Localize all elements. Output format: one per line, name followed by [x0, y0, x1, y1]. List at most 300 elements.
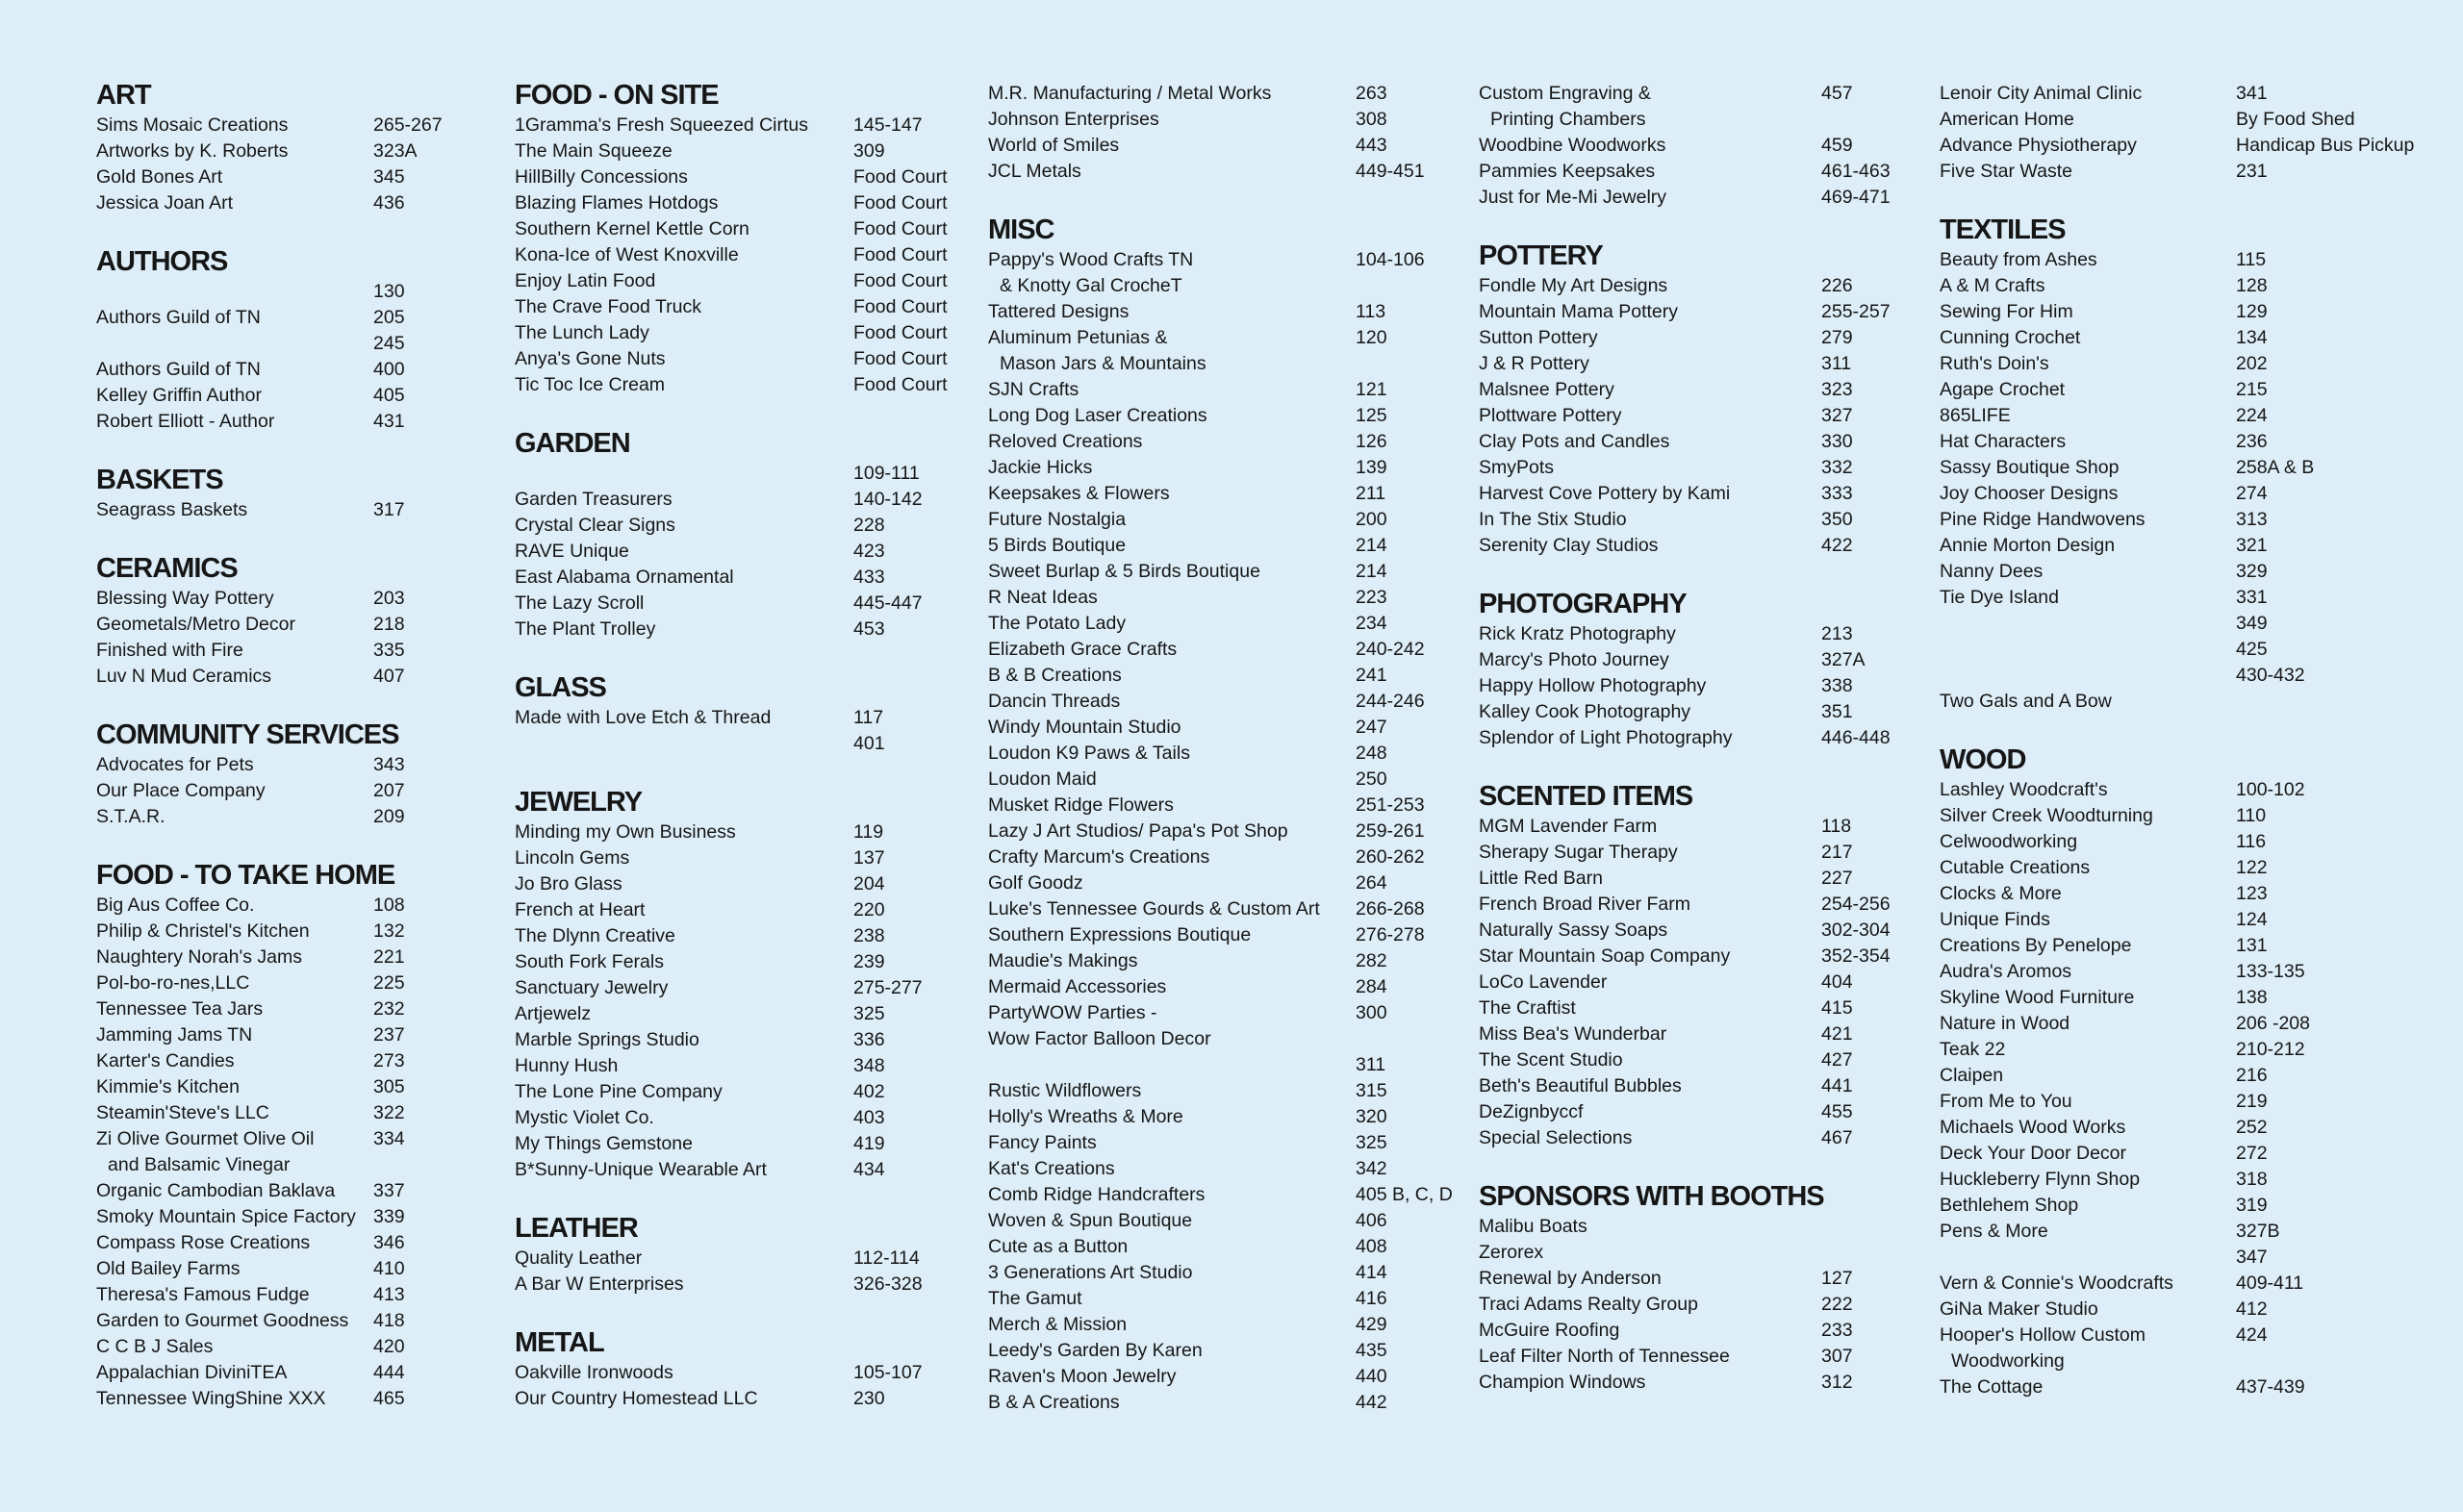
vendor-name: Two Gals and A Bow — [1940, 691, 2112, 712]
booth-number: By Food Shed — [2236, 109, 2355, 130]
booth-number: 459 — [1821, 135, 1853, 156]
booth-number: 210-212 — [2236, 1039, 2305, 1060]
vendor-name: Joy Chooser Designs — [1940, 483, 2119, 504]
vendor-name: Custom Engraving & — [1479, 83, 1651, 104]
vendor-name — [1940, 1245, 2236, 1271]
category-heading: GLASS — [515, 672, 606, 703]
vendor-name: Sassy Boutique Shop — [1940, 457, 2120, 478]
vendor-row — [988, 107, 1469, 133]
booth-number: 457 — [1821, 83, 1853, 104]
booth-number: 223 — [1356, 587, 1387, 608]
booth-number: 121 — [1356, 379, 1387, 400]
booth-number: 238 — [853, 925, 885, 946]
booth-number: 407 — [373, 666, 405, 687]
vendor-name: Deck Your Door Decor — [1940, 1143, 2127, 1164]
vendor-row — [515, 617, 957, 643]
vendor-name: Rustic Wildflowers — [988, 1080, 1142, 1101]
vendor-name: French Broad River Farm — [1479, 894, 1690, 915]
booth-number: 109-111 — [853, 463, 920, 484]
vendor-name: Star Mountain Soap Company — [1479, 945, 1731, 967]
vendor-name: Windy Mountain Studio — [988, 717, 1181, 738]
vendor-row — [96, 970, 423, 996]
vendor-name: The Lone Pine Company — [515, 1081, 723, 1102]
vendor-row — [988, 793, 1469, 819]
vendor-name: Kimmie's Kitchen — [96, 1076, 240, 1097]
vendor-name: The Dlynn Creative — [515, 925, 675, 946]
vendor-row — [515, 1386, 957, 1412]
vendor-name: Kelley Griffin Author — [96, 385, 262, 406]
vendor-row — [96, 305, 423, 331]
vendor-row — [515, 731, 957, 757]
booth-number: 323 — [1821, 379, 1853, 400]
vendor-row — [96, 164, 423, 190]
vendor-row — [1940, 559, 2440, 585]
booth-number: Food Court — [853, 166, 948, 188]
booth-number: 321 — [2236, 535, 2268, 556]
category-section — [1479, 1180, 1892, 1396]
vendor-name: Harvest Cove Pottery by Kami — [1479, 483, 1731, 504]
booth-number: 126 — [1356, 431, 1387, 452]
vendor-row — [988, 1000, 1469, 1026]
vendor-row — [988, 870, 1469, 896]
vendor-name: Sherapy Sugar Therapy — [1479, 842, 1678, 863]
booth-number: 433 — [853, 567, 885, 588]
vendor-name: Marble Springs Studio — [515, 1029, 699, 1050]
booth-number: 453 — [853, 618, 885, 640]
vendor-row — [1479, 1021, 1892, 1047]
vendor-row — [1479, 1047, 1892, 1073]
booth-number: 339 — [373, 1206, 405, 1227]
vendor-name: Loudon K9 Paws & Tails — [988, 743, 1190, 764]
booth-number: 351 — [1821, 701, 1853, 722]
vendor-row — [988, 585, 1469, 611]
vendor-row — [96, 1386, 423, 1412]
vendor-name: Nature in Wood — [1940, 1013, 2070, 1034]
booth-number — [1821, 1240, 1892, 1266]
vendor-row — [1940, 533, 2440, 559]
vendor-row — [515, 949, 957, 975]
booth-number: 137 — [853, 847, 885, 869]
vendor-name: Our Place Company — [96, 780, 266, 801]
directory-column — [515, 79, 957, 1441]
vendor-name — [988, 1052, 1356, 1078]
vendor-row — [1479, 647, 1892, 673]
vendor-name: B*Sunny-Unique Wearable Art — [515, 1159, 767, 1180]
category-section — [96, 79, 443, 216]
vendor-row — [988, 533, 1469, 559]
vendor-name: Smoky Mountain Spice Factory — [96, 1206, 356, 1227]
category-heading: COMMUNITY SERVICES — [96, 719, 399, 750]
vendor-name: Comb Ridge Handcrafters — [988, 1184, 1206, 1205]
vendor-row — [1940, 1245, 2440, 1271]
vendor-row — [515, 565, 957, 591]
booth-number: 401 — [853, 733, 885, 754]
category-heading: AUTHORS — [96, 246, 228, 277]
booth-number: 327B — [2236, 1221, 2280, 1242]
vendor-name — [1940, 637, 2236, 663]
vendor-row — [96, 1334, 423, 1360]
booth-number: 239 — [853, 951, 885, 972]
vendor-row — [515, 1360, 957, 1386]
vendor-row — [1940, 1374, 2440, 1400]
vendor-row — [1479, 1318, 1892, 1344]
vendor-name: Tattered Designs — [988, 301, 1130, 322]
vendor-row — [96, 1022, 423, 1048]
booth-number: 311 — [1821, 353, 1852, 374]
vendor-name: Kalley Cook Photography — [1479, 701, 1691, 722]
booth-number: 343 — [373, 754, 405, 775]
booth-number: Food Court — [853, 348, 948, 369]
category-section — [96, 859, 423, 1412]
vendor-row — [1940, 377, 2440, 403]
booth-number: 337 — [373, 1180, 405, 1201]
vendor-row — [1479, 840, 1892, 866]
booth-number: 346 — [373, 1232, 405, 1253]
vendor-name: Holly's Wreaths & More — [988, 1106, 1183, 1127]
vendor-row — [1479, 970, 1892, 995]
vendor-name: Seagrass Baskets — [96, 499, 248, 520]
vendor-row — [1479, 1125, 1892, 1151]
vendor-row — [988, 819, 1469, 844]
vendor-name: The Main Squeeze — [515, 140, 673, 162]
vendor-name — [515, 731, 853, 757]
vendor-name: Leedy's Garden By Karen — [988, 1340, 1203, 1361]
booth-number: 414 — [1356, 1262, 1387, 1283]
booth-number: 123 — [2236, 883, 2268, 904]
vendor-row — [1479, 1214, 1892, 1240]
vendor-row — [1479, 1073, 1892, 1099]
booth-number: 348 — [853, 1055, 885, 1076]
category-section — [1940, 81, 2440, 185]
vendor-name: Blazing Flames Hotdogs — [515, 192, 719, 214]
vendor-name: Clay Pots and Candles — [1479, 431, 1670, 452]
booth-number: 313 — [2236, 509, 2268, 530]
vendor-name: The Gamut — [988, 1288, 1082, 1309]
booth-number: 221 — [373, 946, 405, 968]
booth-number: 250 — [1356, 769, 1387, 790]
vendor-name: Loudon Maid — [988, 769, 1097, 790]
vendor-name: Champion Windows — [1479, 1372, 1646, 1393]
vendor-name: LoCo Lavender — [1479, 971, 1608, 993]
vendor-row — [988, 481, 1469, 507]
category-section — [1479, 81, 1892, 211]
vendor-row — [988, 247, 1469, 273]
booth-number: 115 — [2236, 249, 2267, 270]
vendor-name: Geometals/Metro Decor — [96, 614, 295, 635]
booth-number: 122 — [2236, 857, 2268, 878]
vendor-row — [96, 893, 423, 919]
vendor-row — [515, 294, 957, 320]
booth-number: 215 — [2236, 379, 2268, 400]
vendor-name: Pens & More — [1940, 1221, 2048, 1242]
category-section — [988, 81, 1469, 185]
vendor-name: HillBilly Concessions — [515, 166, 688, 188]
booth-number: 323A — [373, 140, 418, 162]
vendor-name: Golf Goodz — [988, 872, 1083, 894]
vendor-name: Karter's Candies — [96, 1050, 235, 1071]
vendor-name: Fancy Paints — [988, 1132, 1097, 1153]
booth-number: 341 — [2236, 83, 2268, 104]
vendor-row — [1479, 533, 1892, 559]
booth-number: 200 — [1356, 509, 1387, 530]
vendor-row — [96, 1126, 423, 1152]
vendor-name: Organic Cambodian Baklava — [96, 1180, 336, 1201]
booth-number: 248 — [1356, 743, 1387, 764]
vendor-name: SJN Crafts — [988, 379, 1079, 400]
vendor-row — [96, 1152, 423, 1178]
vendor-row — [988, 1156, 1469, 1182]
booth-number: Food Court — [853, 374, 948, 395]
booth-number: 276-278 — [1356, 924, 1425, 945]
category-heading: TEXTILES — [1940, 214, 2066, 245]
vendor-row — [1940, 1141, 2440, 1167]
vendor-row — [988, 159, 1469, 185]
vendor-name: A & M Crafts — [1940, 275, 2045, 296]
vendor-name: Woodworking — [1951, 1350, 2065, 1372]
vendor-name: Pammies Keepsakes — [1479, 161, 1656, 182]
vendor-row — [1940, 1297, 2440, 1323]
vendor-name: RAVE Unique — [515, 541, 629, 562]
booth-number: 436 — [373, 192, 405, 214]
vendor-row — [515, 1157, 957, 1183]
vendor-row — [96, 383, 423, 409]
booth-number: 130 — [373, 281, 405, 302]
booth-number: 422 — [1821, 535, 1853, 556]
vendor-row — [1940, 959, 2440, 985]
vendor-row — [96, 586, 423, 612]
vendor-name: The Crave Food Truck — [515, 296, 701, 317]
vendor-name: Zi Olive Gourmet Olive Oil — [96, 1128, 315, 1149]
vendor-name: The Scent Studio — [1479, 1049, 1623, 1071]
booth-number: 254-256 — [1821, 894, 1891, 915]
booth-number — [2236, 689, 2440, 715]
booth-number: 214 — [1356, 535, 1387, 556]
vendor-row — [988, 896, 1469, 922]
vendor-name: Quality Leather — [515, 1247, 643, 1269]
vendor-row — [1479, 507, 1892, 533]
vendor-name: Philip & Christel's Kitchen — [96, 920, 310, 942]
booth-number: 315 — [1356, 1080, 1387, 1101]
vendor-name: R Neat Ideas — [988, 587, 1098, 608]
booth-number: 434 — [853, 1159, 885, 1180]
vendor-name: 3 Generations Art Studio — [988, 1262, 1193, 1283]
vendor-name: The Plant Trolley — [515, 618, 656, 640]
booth-number: 105-107 — [853, 1362, 923, 1383]
booth-number: 138 — [2236, 987, 2268, 1008]
booth-number: 205 — [373, 307, 405, 328]
vendor-row — [1940, 325, 2440, 351]
booth-number — [1356, 1026, 1469, 1052]
vendor-name: Teak 22 — [1940, 1039, 2006, 1060]
booth-number: 214 — [1356, 561, 1387, 582]
vendor-name: B & B Creations — [988, 665, 1122, 686]
vendor-name: Blessing Way Pottery — [96, 588, 274, 609]
booth-number: 234 — [1356, 613, 1387, 634]
booth-number: 203 — [373, 588, 405, 609]
vendor-name: Jackie Hicks — [988, 457, 1093, 478]
vendor-name: French at Heart — [515, 899, 646, 920]
vendor-row — [1479, 673, 1892, 699]
vendor-row — [988, 663, 1469, 689]
vendor-row — [1940, 403, 2440, 429]
vendor-name: Aluminum Petunias & — [988, 327, 1168, 348]
vendor-name: Artjewelz — [515, 1003, 592, 1024]
vendor-row — [1479, 273, 1892, 299]
booth-number: 265-267 — [373, 114, 443, 136]
booth-number — [2247, 1348, 2440, 1374]
vendor-row — [515, 164, 957, 190]
vendor-name: JCL Metals — [988, 161, 1081, 182]
vendor-row — [988, 1286, 1469, 1312]
category-heading: JEWELRY — [515, 787, 643, 818]
booth-number: 231 — [2236, 161, 2268, 182]
booth-number: 455 — [1821, 1101, 1853, 1122]
vendor-name — [1940, 663, 2236, 689]
booth-number: 413 — [373, 1284, 405, 1305]
vendor-row — [515, 268, 957, 294]
vendor-row — [988, 1130, 1469, 1156]
vendor-row — [1479, 1266, 1892, 1292]
booth-number: 441 — [1821, 1075, 1853, 1096]
vendor-row — [988, 299, 1469, 325]
vendor-row — [988, 741, 1469, 767]
category-section — [96, 464, 423, 523]
vendor-row — [515, 1027, 957, 1053]
booth-number: Food Court — [853, 270, 948, 291]
vendor-row — [988, 133, 1469, 159]
vendor-row — [515, 513, 957, 539]
vendor-row — [515, 139, 957, 164]
directory-column — [1479, 81, 1892, 1424]
category-heading: LEATHER — [515, 1213, 638, 1244]
booth-number: 308 — [1356, 109, 1387, 130]
vendor-name: Gold Bones Art — [96, 166, 223, 188]
booth-number: 331 — [2236, 587, 2268, 608]
vendor-row — [1940, 1271, 2440, 1297]
vendor-row — [1940, 1115, 2440, 1141]
vendor-name: Lazy J Art Studios/ Papa's Pot Shop — [988, 820, 1288, 842]
booth-number: 322 — [373, 1102, 405, 1123]
vendor-row — [988, 844, 1469, 870]
booth-number: 449-451 — [1356, 161, 1425, 182]
booth-number: 423 — [853, 541, 885, 562]
booth-number: 400 — [373, 359, 405, 380]
vendor-name: Compass Rose Creations — [96, 1232, 311, 1253]
vendor-row — [515, 190, 957, 216]
category-section — [515, 427, 957, 643]
vendor-name: Mountain Mama Pottery — [1479, 301, 1679, 322]
vendor-name: Artworks by K. Roberts — [96, 140, 289, 162]
booth-number: 410 — [373, 1258, 405, 1279]
vendor-name: Pappy's Wood Crafts TN — [988, 249, 1194, 270]
vendor-row — [1479, 725, 1892, 751]
booth-number: 445-447 — [853, 592, 923, 614]
vendor-name: Fondle My Art Designs — [1479, 275, 1668, 296]
vendor-row — [96, 1048, 423, 1074]
vendor-row — [988, 1078, 1469, 1104]
vendor-row — [1940, 611, 2440, 637]
vendor-row — [988, 1338, 1469, 1364]
booth-number: 305 — [373, 1076, 405, 1097]
vendor-name: Hooper's Hollow Custom — [1940, 1324, 2146, 1346]
vendor-name: Pine Ridge Handwovens — [1940, 509, 2146, 530]
booth-number: 469-471 — [1821, 187, 1891, 208]
category-heading: FOOD - ON SITE — [515, 80, 719, 111]
vendor-name: Oakville Ironwoods — [515, 1362, 673, 1383]
booth-number: 260-262 — [1356, 846, 1425, 868]
vendor-name: Big Aus Coffee Co. — [96, 895, 255, 916]
category-section — [1479, 780, 1892, 1151]
vendor-row — [1940, 159, 2440, 185]
vendor-row — [515, 113, 957, 139]
category-section — [1940, 743, 2440, 1400]
vendor-row — [1479, 299, 1892, 325]
booth-number: Food Court — [853, 192, 948, 214]
vendor-row — [1940, 777, 2440, 803]
vendor-row — [1479, 918, 1892, 944]
booth-number: 227 — [1821, 868, 1853, 889]
vendor-name: GiNa Maker Studio — [1940, 1298, 2098, 1320]
vendor-name: The Potato Lady — [988, 613, 1127, 634]
vendor-row — [1479, 814, 1892, 840]
vendor-row — [1940, 1219, 2440, 1245]
vendor-name: Wow Factor Balloon Decor — [988, 1028, 1211, 1049]
booth-number: 139 — [1356, 457, 1387, 478]
vendor-row — [1940, 351, 2440, 377]
vendor-row — [1479, 699, 1892, 725]
vendor-row — [515, 1053, 957, 1079]
vendor-name: Reloved Creations — [988, 431, 1143, 452]
vendor-row — [1940, 81, 2440, 107]
booth-number: 461-463 — [1821, 161, 1891, 182]
vendor-name: Renewal by Anderson — [1479, 1268, 1662, 1289]
booth-number: 467 — [1821, 1127, 1853, 1148]
vendor-row — [515, 1246, 957, 1272]
vendor-name: Lashley Woodcraft's — [1940, 779, 2108, 800]
vendor-row — [96, 190, 423, 216]
vendor-row — [1940, 1063, 2440, 1089]
vendor-name: Garden to Gourmet Goodness — [96, 1310, 349, 1331]
booth-number: 117 — [853, 707, 884, 728]
category-heading: MISC — [988, 214, 1054, 245]
vendor-row — [1940, 133, 2440, 159]
vendor-row — [1479, 159, 1892, 185]
booth-number: 402 — [853, 1081, 885, 1102]
vendor-name: Robert Elliott - Author — [96, 411, 275, 432]
booth-number: 416 — [1356, 1288, 1387, 1309]
category-section — [988, 214, 1469, 1416]
vendor-name: Bethlehem Shop — [1940, 1195, 2079, 1216]
vendor-name: Advance Physiotherapy — [1940, 135, 2137, 156]
vendor-row — [515, 591, 957, 617]
vendor-name: Luke's Tennessee Gourds & Custom Art — [988, 898, 1320, 920]
vendor-row — [988, 1104, 1469, 1130]
vendor-name: Beth's Beautiful Bubbles — [1479, 1075, 1682, 1096]
booth-number: 112-114 — [853, 1247, 920, 1269]
vendor-row — [988, 1052, 1469, 1078]
booth-number: 319 — [2236, 1195, 2268, 1216]
vendor-name: American Home — [1940, 109, 2074, 130]
vendor-row — [1940, 299, 2440, 325]
vendor-name: Johnson Enterprises — [988, 109, 1159, 130]
booth-number: 437-439 — [2236, 1376, 2305, 1398]
vendor-row — [515, 705, 957, 731]
vendor-row — [515, 871, 957, 897]
vendor-row — [1940, 985, 2440, 1011]
vendor-row — [1479, 377, 1892, 403]
vendor-name: Cunning Crochet — [1940, 327, 2081, 348]
booth-number: 255-257 — [1821, 301, 1891, 322]
